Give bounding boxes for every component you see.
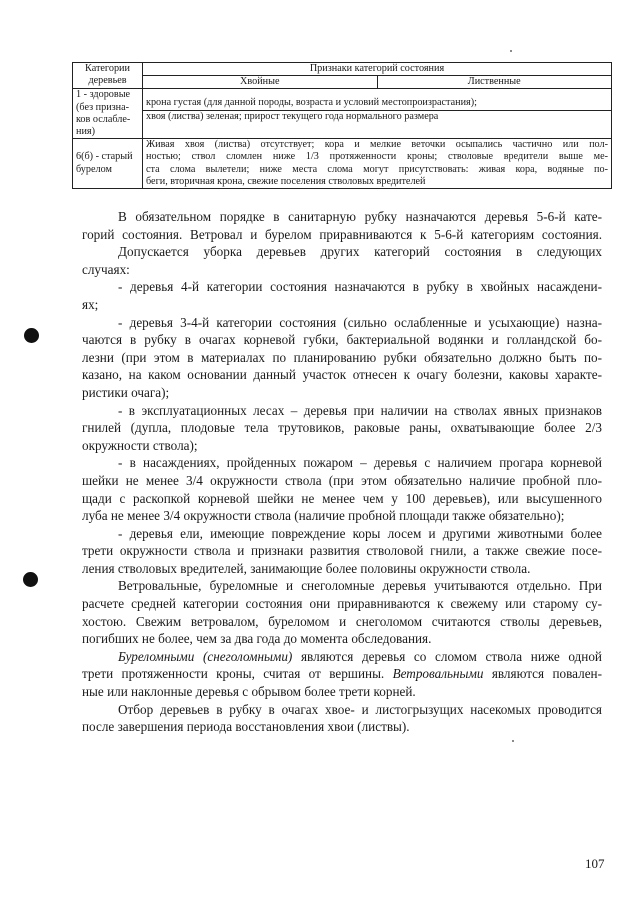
table-row bbox=[73, 139, 612, 189]
row-category: 6(б) - старый бурелом bbox=[73, 139, 143, 189]
scan-speck bbox=[512, 740, 514, 742]
paragraph: Допускается уборка деревьев других категорий состояния в следующих случаях: bbox=[82, 244, 602, 277]
punch-hole bbox=[24, 328, 39, 343]
body-text bbox=[82, 208, 602, 736]
paragraph: - в эксплуатационных лесах – деревья при наличии на стволах явных признаков гнилей (дупла, плодовые тела трутовиков, раковые раны, охватывающие более 2/3 окружности ствола); bbox=[82, 402, 602, 453]
header-coniferous: Хвойные bbox=[143, 76, 378, 89]
table-header-row bbox=[73, 63, 612, 76]
italic-term: Буреломными (снеголомными) bbox=[118, 648, 293, 664]
header-categories: Категории деревьев bbox=[73, 63, 143, 89]
category-table bbox=[72, 62, 612, 189]
header-signs-group: Признаки категорий состояния bbox=[143, 63, 612, 76]
paragraph: В обязательном порядке в санитарную рубку назначаются деревья 5-6-й кате- горий состояния. Ветровал и бурелом приравниваются к 5-6-й категориям состояния. bbox=[82, 209, 602, 242]
italic-term: Ветровальными bbox=[392, 666, 484, 682]
paragraph: - деревья ели, имеющие повреждение коры лосем и другими животными более трети окружности ствола и признаки развития стволовой гнили, а также свежие посе- ления стволовых вредителей, занимающие более половины окружности ствола. bbox=[82, 525, 602, 576]
header-deciduous: Лиственные bbox=[377, 76, 612, 89]
paragraph: Ветровальные, буреломные и снеголомные деревья учитываются отдельно. При расчете средней категории состояния они приравниваются к свежему или старому су- хостою. Свежим ветровалом, буреломом и снеголомом считаются стволы деревьев, погибших не более, чем за два года до момента обследования. bbox=[82, 578, 602, 647]
table-subheader-row bbox=[73, 76, 612, 89]
paragraph: Буреломными (снеголомными) являются деревья со сломом ствола ниже одной трети протяженности кроны, считая от вершины. Ветровальными являются повален- ные или наклонные деревья с обрывом более трети корней. bbox=[82, 648, 602, 700]
scan-speck bbox=[510, 50, 512, 52]
page-number: 107 bbox=[585, 856, 605, 871]
punch-hole bbox=[23, 572, 38, 587]
paragraph: - в насаждениях, пройденных пожаром – деревья с наличием прогара корневой шейки не менее 3/4 окружности ствола (при этом обязательно наличие пробной пло- щади с раскопкой корневой шейки не менее чем у 100 деревьев), или высушенного луба не менее 3/4 окружности ствола (наличие пробной площади также обязательно); bbox=[82, 455, 602, 524]
paragraph: Отбор деревьев в рубку в очагах хвое- и листогрызущих насекомых проводится после завершения периода восстановления хвои (листвы). bbox=[82, 701, 602, 735]
paragraph: - деревья 3-4-й категории состояния (сильно ослабленные и усыхающие) назна- чаются в рубку в очагах корневой губки, бактериальной водянки и голландской бо- лезни (при этом в материалах по планированию рубки обязательно должно быть по- казано, на каком основании данный участок отнесен к очагу болезни, каковы характе- ристики очага); bbox=[82, 314, 602, 400]
row-signs: Живая хвоя (листва) отсутствует; кора и мелкие веточки осыпались частично или пол- ностью; ствол сломлен ниже 1/3 протяженности кроны; стволовые вредители выше ме- ста слома вылетели; ниже места слома могут присутствовать: живая кора, водяные по- беги, вторичная крона, свежие поселения стволовых вредителей bbox=[143, 139, 612, 189]
row-signs: крона густая (для данной породы, возраста и условий местопроизрастания); хвоя (листва) зеленая; прирост текущего года нормального размера bbox=[143, 89, 612, 139]
table-row bbox=[73, 89, 612, 139]
paragraph: - деревья 4-й категории состояния назначаются в рубку в хвойных насаждени- ях; bbox=[82, 279, 602, 312]
row-category: 1 - здоровые (без призна- ков ослабле- ния) bbox=[73, 89, 143, 139]
